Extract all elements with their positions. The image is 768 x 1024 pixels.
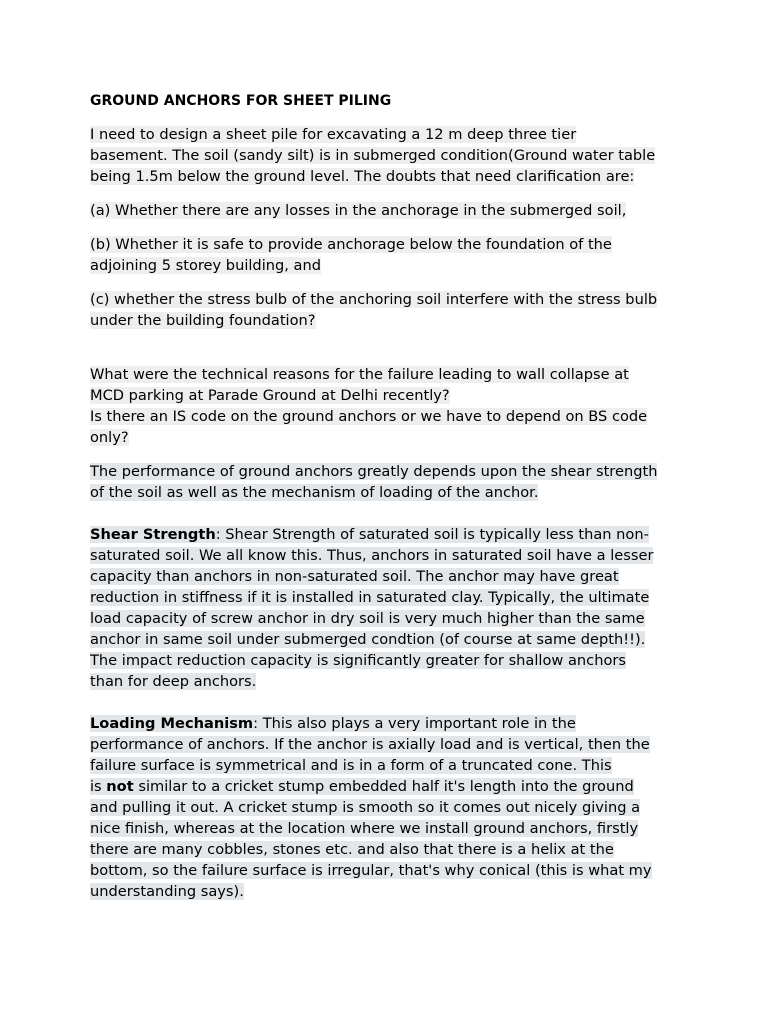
intro-line-1: I need to design a sheet pile for excavating a 12 m deep three tier xyxy=(90,126,577,143)
paragraph-intro xyxy=(90,124,690,187)
loading-line-7: there are many cobbles, stones etc. and also that there is a helix at the xyxy=(90,841,614,858)
shear-line-4: reduction in stiffness if it is installed in saturated clay. Typically, the ultimate xyxy=(90,589,650,606)
questions-line-2: MCD parking at Parade Ground at Delhi recently? xyxy=(90,387,450,404)
loading-line-3: failure surface is symmetrical and is in a form of a truncated cone. This xyxy=(90,757,612,774)
questions-line-1: What were the technical reasons for the failure leading to wall collapse at xyxy=(90,366,629,383)
paragraph-performance xyxy=(90,461,690,503)
loading-line-5: and pulling it out. A cricket stump is smooth so it comes out nicely giving a xyxy=(90,799,641,816)
loading-line-8: bottom, so the failure surface is irregular, that's why conical (this is what my xyxy=(90,862,652,879)
paragraph-shear-strength xyxy=(90,524,690,692)
shear-line-3: capacity than anchors in non-saturated soil. The anchor may have great xyxy=(90,568,619,585)
question-b-line-2: adjoining 5 storey building, and xyxy=(90,257,321,274)
performance-line-2: of the soil as well as the mechanism of loading of the anchor. xyxy=(90,484,539,501)
loading-mechanism-heading: Loading Mechanism xyxy=(90,715,254,732)
loading-line-1: : This also plays a very important role in the xyxy=(253,715,576,732)
question-a xyxy=(90,200,690,221)
paragraph-loading-mechanism xyxy=(90,713,690,902)
loading-line-4-post: similar to a cricket stump embedded half it's length into the ground xyxy=(133,778,634,795)
shear-line-7: The impact reduction capacity is significantly greater for shallow anchors xyxy=(90,652,626,669)
shear-line-2: saturated soil. We all know this. Thus, anchors in saturated soil have a lesser xyxy=(90,547,654,564)
shear-line-6: anchor in same soil under submerged condtion (of course at same depth!!). xyxy=(90,631,646,648)
questions-line-4: only? xyxy=(90,429,129,446)
loading-line-6: nice finish, whereas at the location where we install ground anchors, firstly xyxy=(90,820,639,837)
questions-line-3: Is there an IS code on the ground anchors or we have to depend on BS code xyxy=(90,408,648,425)
question-c xyxy=(90,289,690,331)
shear-strength-heading: Shear Strength xyxy=(90,526,216,543)
shear-line-8: than for deep anchors. xyxy=(90,673,257,690)
shear-line-5: load capacity of screw anchor in dry soil is very much higher than the same xyxy=(90,610,645,627)
loading-line-4-pre: is xyxy=(90,778,107,795)
question-b xyxy=(90,234,690,276)
question-c-line-2: under the building foundation? xyxy=(90,312,316,329)
intro-line-3: being 1.5m below the ground level. The doubts that need clarification are: xyxy=(90,168,635,185)
loading-line-2: performance of anchors. If the anchor is axially load and is vertical, then the xyxy=(90,736,650,753)
not-emphasis: not xyxy=(106,778,134,795)
question-c-line-1: (c) whether the stress bulb of the anchoring soil interfere with the stress bulb xyxy=(90,291,658,308)
shear-line-1: : Shear Strength of saturated soil is typically less than non- xyxy=(215,526,649,543)
loading-line-9: understanding says). xyxy=(90,883,244,900)
page-title: GROUND ANCHORS FOR SHEET PILING xyxy=(90,93,392,109)
question-b-line-1: (b) Whether it is safe to provide anchorage below the foundation of the xyxy=(90,236,612,253)
paragraph-questions xyxy=(90,364,690,448)
performance-line-1: The performance of ground anchors greatly depends upon the shear strength xyxy=(90,463,658,480)
document-body xyxy=(90,93,690,902)
intro-line-2: basement. The soil (sandy silt) is in submerged condition(Ground water table xyxy=(90,147,656,164)
question-a-line-1: (a) Whether there are any losses in the anchorage in the submerged soil, xyxy=(90,202,627,219)
